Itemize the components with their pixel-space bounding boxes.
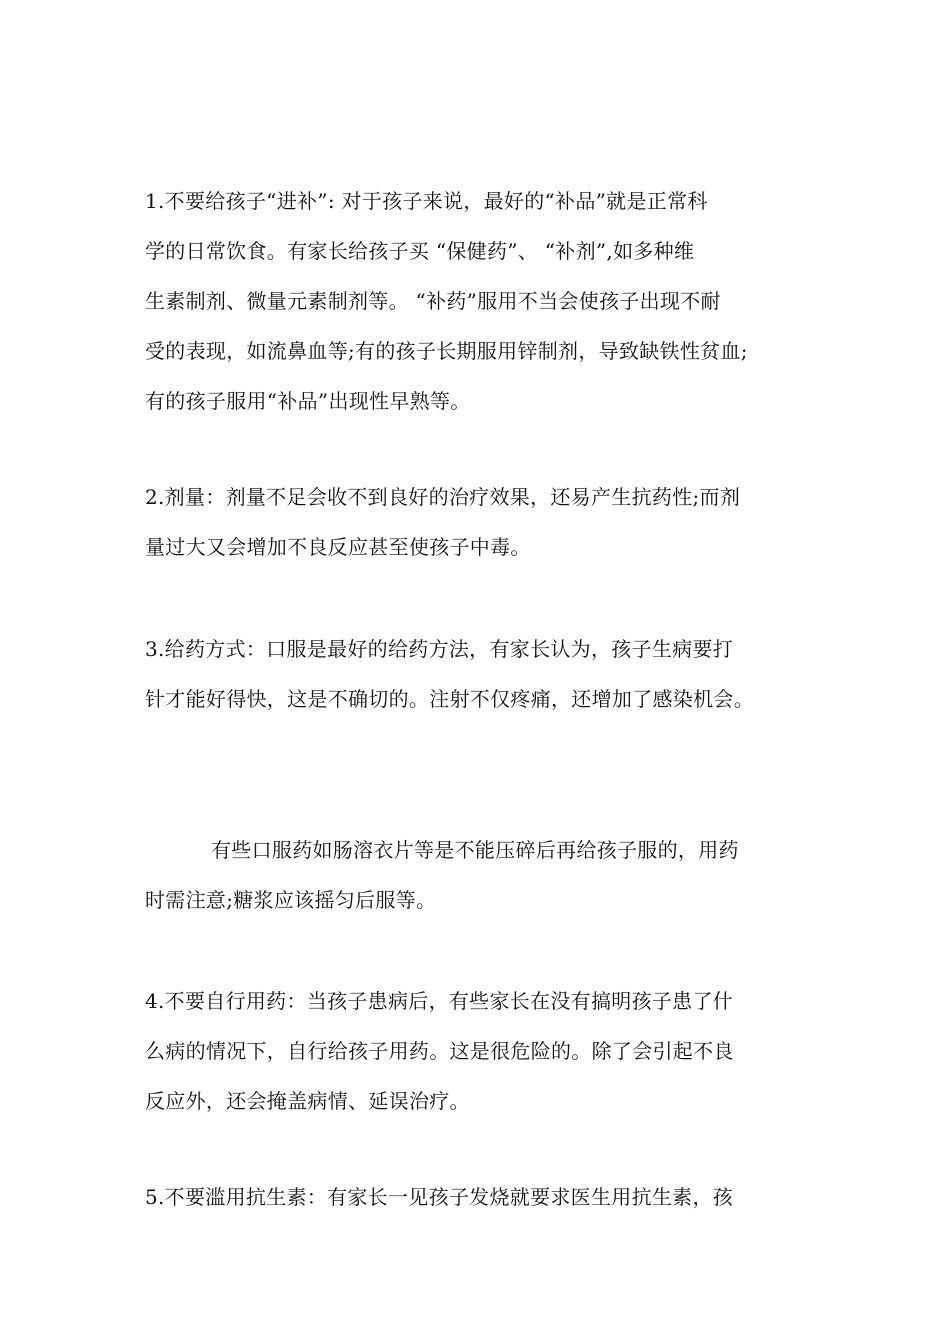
text-line: 受的表现，如流鼻血等;有的孩子长期服用锌制剂，导致缺铁性贫血; xyxy=(145,339,748,363)
text-line: 有的孩子服用“补品”出现性早熟等。 xyxy=(145,389,471,413)
text-line: 量过大又会增加不良反应甚至使孩子中毒。 xyxy=(145,535,531,559)
text-line: 3.给药方式：口服是最好的给药方法，有家长认为，孩子生病要打 xyxy=(145,637,734,661)
paragraph-no-antibiotic-abuse xyxy=(145,1172,825,1222)
text-line: 4.不要自行用药：当孩子患病后，有些家长在没有搞明孩子患了什 xyxy=(145,989,734,1013)
text-line: 5.不要滥用抗生素：有家长一见孩子发烧就要求医生用抗生素，孩 xyxy=(145,1185,734,1209)
text-line: 有些口服药如肠溶衣片等是不能压碎后再给孩子服的，用药 xyxy=(211,838,739,862)
text-line: 针才能好得快，这是不确切的。注射不仅疼痛，还增加了感染机会。 xyxy=(145,687,754,711)
text-line: 么病的情况下，自行给孩子用药。这是很危险的。除了会引起不良 xyxy=(145,1039,734,1063)
paragraph-no-tonic xyxy=(145,176,825,426)
paragraph-dosage xyxy=(145,472,825,572)
paragraph-administration-method xyxy=(145,624,825,724)
text-line: 生素制剂、微量元素制剂等。 “补药”服用不当会使孩子出现不耐 xyxy=(145,289,721,313)
paragraph-oral-medicine-note xyxy=(145,825,825,925)
paragraph-no-self-medication xyxy=(145,976,825,1126)
text-line: 2.剂量：剂量不足会收不到良好的治疗效果，还易产生抗药性;而剂 xyxy=(145,485,741,509)
text-line: 时需注意;糖浆应该摇匀后服等。 xyxy=(145,888,437,912)
text-line: 反应外，还会掩盖病情、延误治疗。 xyxy=(145,1089,470,1113)
text-line: 1.不要给孩子“进补”: 对于孩子来说，最好的“补品”就是正常科 xyxy=(145,189,708,213)
text-line: 学的日常饮食。有家长给孩子买 “保健药”、 “补剂”,如多种维 xyxy=(145,239,695,263)
